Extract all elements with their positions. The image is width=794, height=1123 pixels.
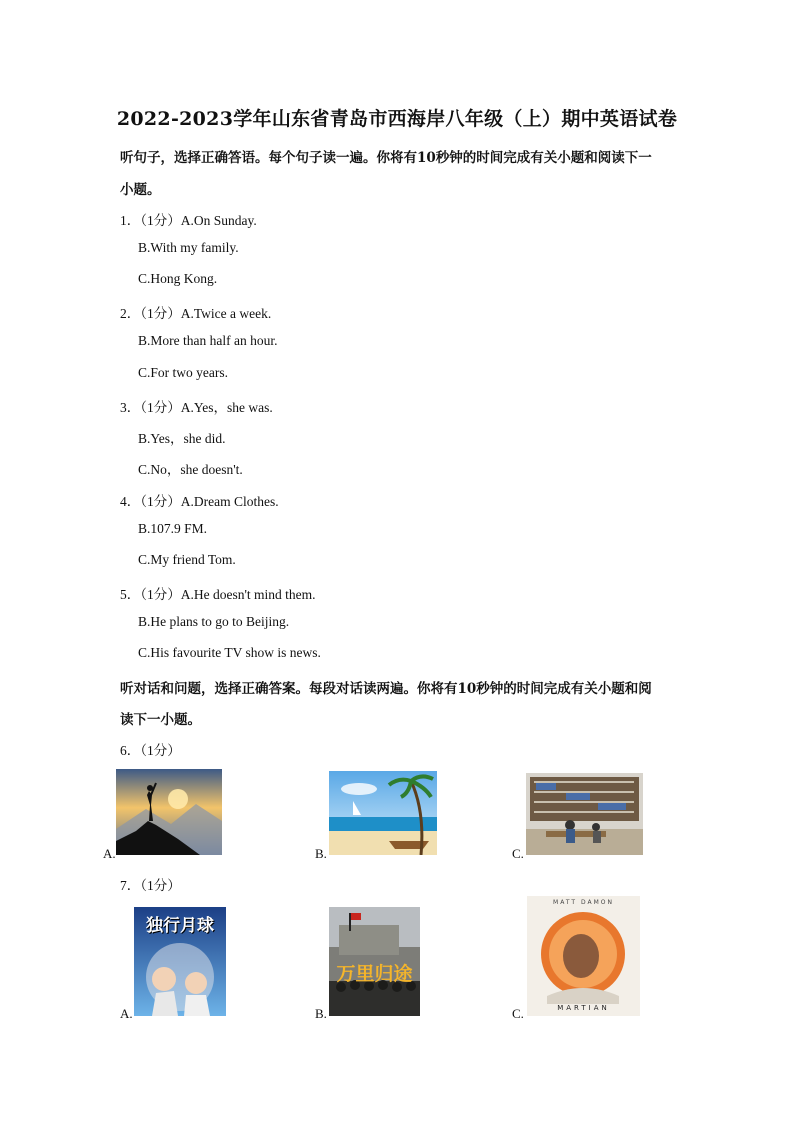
question-2-option-c: C.For two years. <box>138 365 228 380</box>
section-instructions-1: 听句子，选择正确答语。每个句子读一遍。你将有10秒钟的时间完成有关小题和阅读下一 <box>120 150 652 166</box>
question-5-stem: 5．（1分）A.He doesn't mind them. <box>120 587 316 602</box>
image-beach-boat <box>329 771 437 855</box>
question-5-option-c: C.His favourite TV show is news. <box>138 645 321 660</box>
question-5-option-b: B.He plans to go to Beijing. <box>138 614 290 629</box>
poster-b-title: 万里归途 <box>336 963 413 985</box>
question-4-option-b: B.107.9 FM. <box>138 521 208 536</box>
question-6-stem: 6．（1分） <box>120 743 181 758</box>
question-1-option-c: C.Hong Kong. <box>138 271 218 286</box>
question-4-option-c: C.My friend Tom. <box>138 552 236 567</box>
question-7-label-c: C. <box>512 1006 524 1021</box>
document-title: 2022-2023学年山东省青岛市西海岸八年级（上）期中英语试卷 <box>116 108 678 130</box>
image-poster-b <box>329 907 420 1016</box>
question-3-stem: 3．（1分）A.Yes，she was. <box>120 400 273 415</box>
image-library <box>526 773 643 855</box>
question-7-label-b: B. <box>315 1006 327 1021</box>
question-6-label-a: A. <box>103 846 116 861</box>
image-mountain-climber <box>116 769 222 855</box>
question-2-option-b: B.More than half an hour. <box>138 333 278 348</box>
image-poster-c <box>527 896 640 1016</box>
section-instructions-2-cont: 读下一小题。 <box>120 712 201 728</box>
section-instructions-1-cont: 小题。 <box>120 182 161 198</box>
section-instructions-2: 听对话和问题，选择正确答案。每段对话读两遍。你将有10秒钟的时间完成有关小题和阅 <box>120 681 652 697</box>
question-2-stem: 2．（1分）A.Twice a week. <box>120 306 272 321</box>
question-6-label-c: C. <box>512 846 524 861</box>
poster-c-actor: MATT DAMON <box>553 899 614 906</box>
poster-a-title: 独行月球 <box>146 916 214 936</box>
question-6-label-b: B. <box>315 846 327 861</box>
image-poster-a <box>134 907 226 1016</box>
question-7-stem: 7．（1分） <box>120 878 181 893</box>
question-1-option-b: B.With my family. <box>138 240 239 255</box>
question-4-stem: 4．（1分）A.Dream Clothes. <box>120 494 279 509</box>
question-3-option-b: B.Yes，she did. <box>138 431 226 446</box>
question-1-stem: 1．（1分）A.On Sunday. <box>120 213 257 228</box>
question-3-option-c: C.No，she doesn't. <box>138 462 243 477</box>
question-7-label-a: A. <box>120 1006 133 1021</box>
poster-c-title: MARTIAN <box>557 1004 610 1012</box>
